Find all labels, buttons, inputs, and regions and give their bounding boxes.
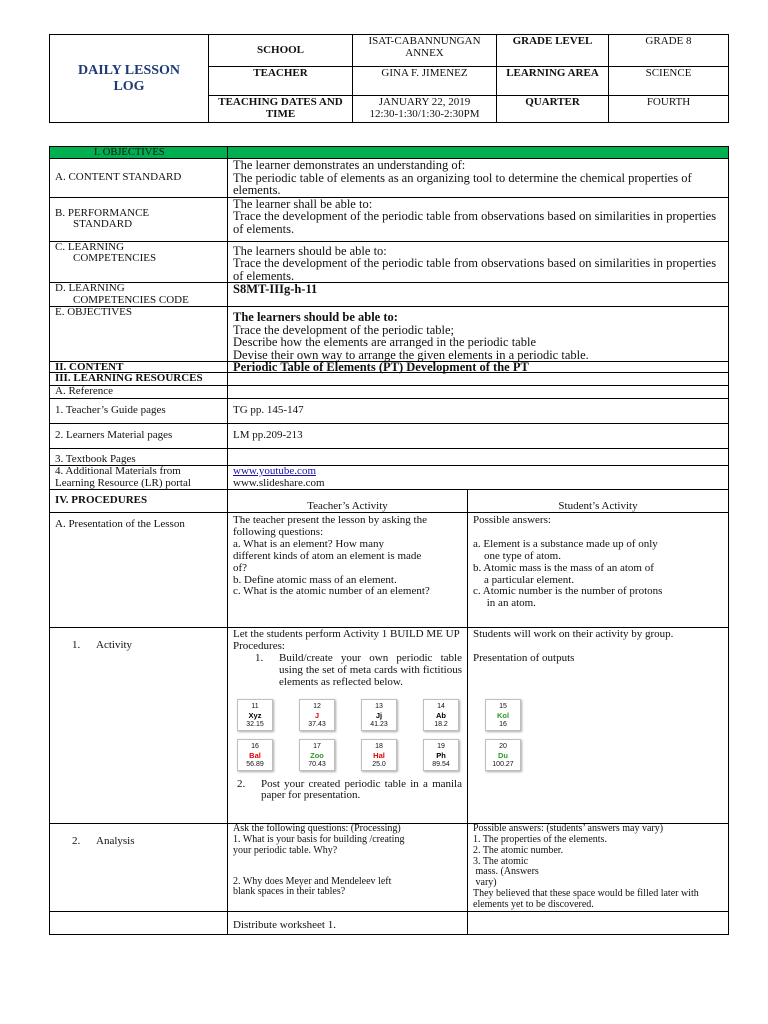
element-card <box>299 699 335 731</box>
textbook-pages-empty <box>228 449 729 466</box>
content-standard-text: The learner demonstrates an understanding of: The periodic table of elements as an organizing tool to determine the chemical properties of elements. <box>228 159 729 198</box>
teacher-label: TEACHER <box>209 67 353 96</box>
student-line: b. Atomic mass is the mass of an atom of <box>473 561 654 574</box>
competencies-code-label: D. LEARNING COMPETENCIES CODE <box>50 283 228 307</box>
element-card <box>423 699 459 731</box>
element-mass: 89.54 <box>432 760 450 768</box>
element-symbol: Ph <box>436 750 446 760</box>
element-cards <box>237 699 514 771</box>
learning-area-value: SCIENCE <box>609 67 729 96</box>
element-mass: 18.2 <box>434 720 448 728</box>
teaching-dates-value: JANUARY 22, 2019 12:30-1:30/1:30-2:30PM <box>353 96 497 123</box>
worksheet-empty <box>50 911 228 934</box>
element-card <box>485 739 521 771</box>
element-card <box>361 699 397 731</box>
presentation-student <box>468 513 729 628</box>
element-mass: 70.43 <box>308 760 326 768</box>
school-label: SCHOOL <box>209 35 353 67</box>
element-symbol: Du <box>498 750 508 760</box>
element-number: 17 <box>313 742 321 750</box>
element-number: 13 <box>375 702 383 710</box>
element-number: 12 <box>313 702 321 710</box>
element-mass: 41.23 <box>370 720 388 728</box>
student-line: c. Atomic number is the number of protons <box>473 585 663 598</box>
learning-resources-heading: III. LEARNING RESOURCES <box>50 373 228 386</box>
activity-student: Students will work on their activity by group. Presentation of outputs <box>468 628 729 824</box>
element-number: 11 <box>251 702 259 710</box>
element-number: 19 <box>437 742 445 750</box>
element-mass: 56.89 <box>246 760 264 768</box>
activity-label: 1. Activity <box>50 628 228 824</box>
header-table <box>49 34 729 123</box>
worksheet-student-empty <box>468 911 729 934</box>
element-card <box>237 739 273 771</box>
teachers-guide-label: 1. Teacher’s Guide pages <box>50 399 228 424</box>
student-line: in an atom. <box>473 597 536 610</box>
learners-material-value: LM pp.209-213 <box>228 424 729 449</box>
content-label: II. CONTENT <box>50 362 228 373</box>
presentation-label: A. Presentation of the Lesson <box>50 513 228 628</box>
analysis-label: 2. Analysis <box>50 824 228 911</box>
analysis-teacher: Ask the following questions: (Processing) 1. What is your basis for building /creating your periodic table. Why? 2. Why does Meyer and Mendeleev left blank spaces in their tables? <box>228 824 468 911</box>
students-activity-heading: Student’s Activity <box>468 490 729 513</box>
element-symbol: Xyz <box>248 710 262 720</box>
element-symbol: Jj <box>375 710 383 720</box>
slideshare-text: www.slideshare.com <box>233 476 325 489</box>
additional-materials-value <box>228 466 729 490</box>
element-card <box>299 739 335 771</box>
teacher-line: a. What is an element? How many <box>233 537 384 550</box>
element-symbol: Kol <box>496 710 510 720</box>
teacher-line: of? <box>233 561 248 574</box>
teacher-line: different kinds of atom an element is made <box>233 549 422 562</box>
objectives-label: E. OBJECTIVES <box>50 307 228 362</box>
teacher-line: c. What is the atomic number of an element? <box>233 585 430 598</box>
presentation-teacher <box>228 513 468 628</box>
student-line: a particular element. <box>473 573 575 586</box>
student-line: Possible answers: <box>473 514 551 527</box>
worksheet-text: Distribute worksheet 1. <box>228 911 468 934</box>
grade-level-label: GRADE LEVEL <box>497 35 609 67</box>
performance-standard-label: B. PERFORMANCE STANDARD <box>50 197 228 241</box>
objectives-text: The learners should be able to: Trace the development of the periodic table; Describe how the elements are arranged in the periodic table Devise their own way to arrange the given elements in a periodic table. <box>228 307 729 362</box>
element-card <box>423 739 459 771</box>
objectives-heading: I. OBJECTIVES <box>50 147 228 159</box>
element-mass: 16 <box>499 720 507 728</box>
learners-material-label: 2. Learners Material pages <box>50 424 228 449</box>
element-symbol: Zoo <box>310 750 324 760</box>
youtube-link[interactable]: www.youtube.com <box>233 465 316 478</box>
element-card <box>237 699 273 731</box>
element-number: 16 <box>251 742 259 750</box>
element-card <box>485 699 521 731</box>
content-value: Periodic Table of Elements (PT) Development of the PT <box>228 362 729 373</box>
teacher-value: GINA F. JIMENEZ <box>353 67 497 96</box>
element-symbol: Bal <box>249 750 261 760</box>
quarter-label: QUARTER <box>497 96 609 123</box>
teaching-dates-label: TEACHING DATES AND TIME <box>209 96 353 123</box>
teachers-activity-heading: Teacher’s Activity <box>228 490 468 513</box>
objectives-heading-fill <box>228 147 729 159</box>
element-number: 20 <box>499 742 507 750</box>
performance-standard-text: The learner shall be able to: Trace the development of the periodic table from observations based on similarities in properties of elements. <box>228 197 729 241</box>
teacher-line: b. Define atomic mass of an element. <box>233 573 397 586</box>
learning-competencies-text: The learners should be able to: Trace the development of the periodic table from observations based on similarities in properties of elements. <box>228 241 729 283</box>
element-number: 15 <box>499 702 507 710</box>
learning-competencies-label: C. LEARNING COMPETENCIES <box>50 241 228 283</box>
element-card <box>361 739 397 771</box>
element-number: 18 <box>375 742 383 750</box>
lesson-table <box>49 146 729 935</box>
element-number: 14 <box>437 702 445 710</box>
teacher-line: The teacher present the lesson by asking the <box>233 514 427 527</box>
element-symbol: Hal <box>373 750 385 760</box>
element-mass: 32.15 <box>246 720 264 728</box>
quarter-value: FOURTH <box>609 96 729 123</box>
student-line: a. Element is a substance made up of only <box>473 537 658 550</box>
procedures-heading: IV. PROCEDURES <box>50 490 228 513</box>
learning-area-label: LEARNING AREA <box>497 67 609 96</box>
school-value: ISAT-CABANNUNGAN ANNEX <box>353 35 497 67</box>
activity-teacher: Let the students perform Activity 1 BUILD ME UP Procedures: 1. Build/create your own periodic table using the set of meta cards with fictitious elements as reflected below. 11 Xyz 32.15 12 J 37.43 13 Jj 41.23 14 Ab 18.2 15 Kol 16 16 Bal 56.89 17 Zoo 70.43 18 Hal 25.0 19 Ph 89.54 20 Du 100.27 2. Post your created periodic table in a manila paper for presentation. <box>228 628 468 824</box>
analysis-student: Possible answers: (students’ answers may vary) 1. The properties of the elements. 2. The atomic number. 3. The atomic mass. (Answers vary) They believed that these space would be filled later with elements yet to be discovered. <box>468 824 729 911</box>
textbook-pages-label: 3. Textbook Pages <box>50 449 228 466</box>
content-standard-label: A. CONTENT STANDARD <box>50 159 228 198</box>
teachers-guide-value: TG pp. 145-147 <box>228 399 729 424</box>
learning-resources-empty <box>228 373 729 386</box>
element-mass: 37.43 <box>308 720 326 728</box>
daily-lesson-log-title: DAILY LESSON LOG <box>50 35 209 123</box>
element-mass: 100.27 <box>492 760 514 768</box>
teacher-line: following questions: <box>233 526 324 539</box>
competencies-code-value: S8MT-IIIg-h-11 <box>228 283 729 307</box>
element-mass: 25.0 <box>372 760 386 768</box>
grade-level-value: GRADE 8 <box>609 35 729 67</box>
additional-materials-label: 4. Additional Materials from Learning Resource (LR) portal <box>50 466 228 490</box>
reference-label: A. Reference <box>50 386 228 399</box>
reference-empty <box>228 386 729 399</box>
element-symbol: J <box>314 710 320 720</box>
element-symbol: Ab <box>436 710 446 720</box>
student-line: one type of atom. <box>473 549 561 562</box>
